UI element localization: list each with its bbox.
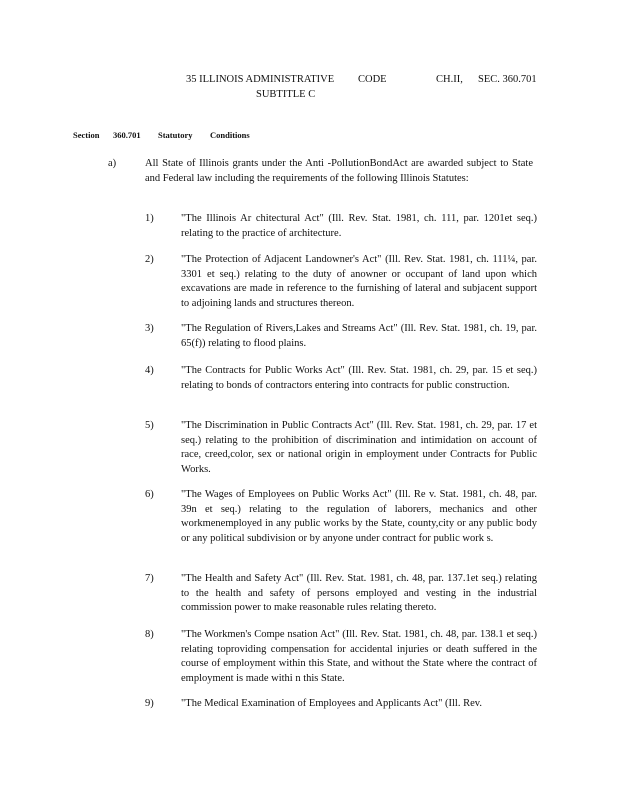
section-conditions: Conditions — [210, 130, 250, 140]
item-text: "The Regulation of Rivers,Lakes and Streams Act" (Ill. Rev. Stat. 1981, ch. 19, par. 65(f)) relating to flood plains. — [181, 323, 537, 349]
header-code: CODE — [358, 74, 387, 85]
list-item-3 — [145, 322, 537, 351]
list-item-4 — [145, 364, 537, 393]
item-number: 5) — [145, 420, 154, 431]
item-number: 7) — [145, 573, 154, 584]
header-section: SEC. 360.701 — [478, 74, 537, 85]
list-item-6 — [145, 488, 537, 546]
page-header — [186, 72, 537, 102]
list-item-1 — [145, 212, 537, 241]
item-number: 4) — [145, 365, 154, 376]
paragraph-text: All State of Illinois grants under the Anti -PollutionBondAct are awarded subject to State and Federal law including the requirements of the following Illinois Statutes: — [145, 158, 533, 184]
item-text: "The Discrimination in Public Contracts Act" (Ill. Rev. Stat. 1981, ch. 29, par. 17 et seq.) relating to the prohibition of discrimination and intimidation on account of race, creed,color, sex or national origin in employment under Contracts for Public Works. — [181, 420, 537, 475]
header-title: 35 ILLINOIS ADMINISTRATIVE — [186, 74, 335, 85]
item-number: 1) — [145, 213, 154, 224]
header-chapter: CH.II, — [436, 74, 463, 85]
item-text: "The Health and Safety Act" (Ill. Rev. Stat. 1981, ch. 48, par. 137.1et seq.) relating to the health and safety of persons employed and vesting in the industrial commission power to make reasonable rules relating thereto. — [181, 573, 537, 613]
list-item-8 — [145, 628, 537, 686]
section-heading — [73, 129, 250, 141]
item-number: 8) — [145, 629, 154, 640]
item-text: "The Protection of Adjacent Landowner's Act" (Ill. Rev. Stat. 1981, ch. 111¼, par. 3301 et seq.) relating to the duty of anowner or occupant of land upon which excavations are made in reference to the furnishing of lateral and subjacent support to adjoining lands and structures thereon. — [181, 254, 537, 309]
item-text: "The Medical Examination of Employees and Applicants Act" (Ill. Rev. — [181, 698, 482, 709]
item-number: 3) — [145, 323, 154, 334]
list-item-5 — [145, 419, 537, 477]
item-text: "The Contracts for Public Works Act" (Ill. Rev. Stat. 1981, ch. 29, par. 15 et seq.) relating to bonds of contractors entering into contracts for public construction. — [181, 365, 537, 391]
paragraph-a — [108, 157, 533, 186]
item-text: "The Illinois Ar chitectural Act" (Ill. Rev. Stat. 1981, ch. 111, par. 1201et seq.) relating to the practice of architecture. — [181, 213, 537, 239]
list-item-2 — [145, 253, 537, 311]
item-text: "The Wages of Employees on Public Works Act" (Ill. Re v. Stat. 1981, ch. 48, par. 39n et seq.) relating to the regulation of laborers, mechanics and other workmenemployed in any public works by the State, county,city or any public body or any political subdivision or by anyone under contract for public work s. — [181, 489, 537, 544]
header-row — [186, 72, 537, 87]
item-text: "The Workmen's Compe nsation Act" (Ill. Rev. Stat. 1981, ch. 48, par. 138.1 et seq.) relating toproviding compensation for accidental injuries or death suffered in the course of employment within this State, and without the State where the contract of employment is made withi n this State. — [181, 629, 537, 684]
section-word: Section — [73, 130, 100, 140]
paragraph-label: a) — [108, 158, 117, 169]
list-item-9 — [145, 697, 537, 712]
header-subtitle: SUBTITLE C — [256, 89, 316, 100]
list-item-7 — [145, 572, 537, 616]
item-number: 6) — [145, 489, 154, 500]
section-statutory: Statutory — [158, 130, 193, 140]
item-number: 2) — [145, 254, 154, 265]
section-number: 360.701 — [113, 130, 141, 140]
item-number: 9) — [145, 698, 154, 709]
